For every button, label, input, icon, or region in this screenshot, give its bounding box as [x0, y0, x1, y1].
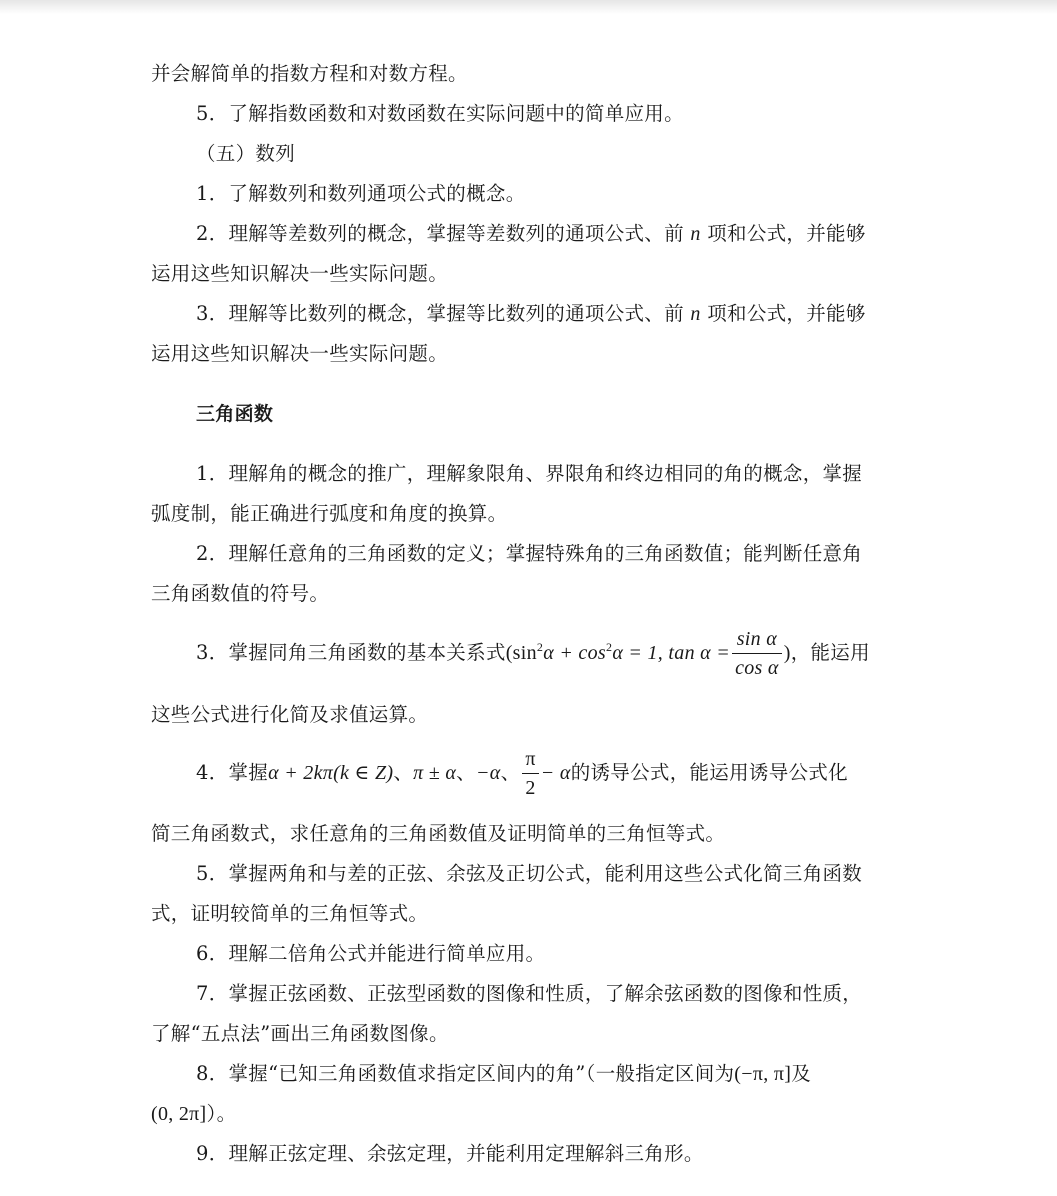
- separator: 、: [393, 761, 414, 784]
- paragraph-line: [196, 941, 545, 967]
- text: 了解“五点法”画出三角函数图像。: [151, 1022, 449, 1045]
- paragraph-line: [151, 501, 507, 527]
- text: 弧度制，能正确进行弧度和角度的换算。: [151, 502, 508, 525]
- formula-part: − α: [540, 762, 571, 784]
- text: 运用这些知识解决一些实际问题。: [151, 262, 449, 285]
- formula-part: ): [783, 642, 791, 664]
- math-var: n: [690, 223, 701, 245]
- paragraph-line: [151, 1021, 449, 1047]
- text: 4．掌握: [196, 761, 269, 784]
- paragraph-line: [151, 901, 428, 927]
- fraction: [522, 747, 538, 800]
- formula-part: (sin: [505, 642, 537, 664]
- paragraph-line: [151, 821, 725, 847]
- fraction-denominator: cos α: [735, 657, 779, 679]
- text: 运用这些知识解决一些实际问题。: [151, 342, 449, 365]
- text: 7．掌握正弦函数、正弦型函数的图像和性质，了解余弦函数的图像和性质，: [196, 982, 863, 1005]
- paragraph-line: [196, 101, 684, 127]
- section-subtitle: [196, 141, 295, 167]
- paragraph-line: [196, 461, 862, 487]
- formula-part: α + cos: [543, 642, 606, 664]
- paragraph-line-formula: [196, 625, 870, 681]
- text: ，能运用: [790, 641, 870, 664]
- fraction-denominator: 2: [525, 777, 536, 799]
- text: 2．理解等差数列的概念，掌握等差数列的通项公式、前: [196, 222, 684, 245]
- paragraph-line: [151, 581, 329, 607]
- paragraph-line-formula: [196, 745, 848, 801]
- fraction-numerator: π: [522, 747, 538, 774]
- text: 这些公式进行化简及求值运算。: [151, 703, 429, 726]
- text: 3．理解等比数列的概念，掌握等比数列的通项公式、前: [196, 302, 684, 325]
- text: 的诱导公式，能运用诱导公式化: [570, 761, 848, 784]
- paragraph-line: [196, 981, 862, 1007]
- formula-part: (0, 2π]: [151, 1103, 207, 1125]
- text: 2．理解任意角的三角函数的定义；掌握特殊角的三角函数值；能判断任意角: [196, 542, 863, 565]
- text: ）。: [206, 1102, 237, 1125]
- formula-part: α = 1, tan α =: [612, 642, 731, 664]
- formula-part: (−π, π]: [734, 1063, 792, 1085]
- text: 3．掌握同角三角函数的基本关系式: [196, 641, 506, 664]
- paragraph-line: [196, 1141, 704, 1167]
- text: 9．理解正弦定理、余弦定理，并能利用定理解斜三角形。: [196, 1142, 704, 1165]
- exponent: 2: [536, 640, 544, 654]
- text: 5．了解指数函数和对数函数在实际问题中的简单应用。: [196, 102, 684, 125]
- text: 三角函数: [196, 403, 274, 425]
- fraction: [732, 627, 782, 680]
- identity-formula: [506, 642, 730, 664]
- text: 及: [791, 1062, 812, 1085]
- paragraph-line: [196, 181, 526, 207]
- text: 1．了解数列和数列通项公式的概念。: [196, 182, 526, 205]
- paragraph-line: [196, 861, 862, 887]
- paragraph-line: [151, 341, 448, 367]
- paragraph-line: [151, 61, 468, 87]
- formula-part: −α: [475, 762, 501, 784]
- formula-part: α + 2kπ(k ∈ Z): [268, 762, 394, 784]
- text: 并会解简单的指数方程和对数方程。: [151, 62, 468, 85]
- paragraph-line: [196, 541, 862, 567]
- text: 5．掌握两角和与差的正弦、余弦及正切公式，能利用这些公式化简三角函数: [196, 862, 863, 885]
- separator: 、: [456, 761, 476, 784]
- paragraph-line: [196, 1061, 811, 1087]
- paragraph-line: [151, 1101, 236, 1127]
- paragraph-line: [151, 261, 448, 287]
- text: 项和公式，并能够: [707, 302, 866, 325]
- text: 8．掌握“已知三角函数值求指定区间内的角”（一般指定区间为: [196, 1062, 735, 1085]
- text: 简三角函数式，求任意角的三角函数值及证明简单的三角恒等式。: [151, 822, 726, 845]
- text: 1．理解角的概念的推广，理解象限角、界限角和终边相同的角的概念，掌握: [196, 462, 863, 485]
- formula-part: π ± α: [413, 762, 457, 784]
- paragraph-line: [196, 221, 866, 247]
- text: 三角函数值的符号。: [151, 582, 330, 605]
- text: 6．理解二倍角公式并能进行简单应用。: [196, 942, 546, 965]
- math-var: n: [690, 303, 701, 325]
- paragraph-line: [196, 301, 866, 327]
- exponent: 2: [606, 640, 613, 654]
- text: 式，证明较简单的三角恒等式。: [151, 902, 429, 925]
- section-heading: [196, 401, 273, 427]
- text: 项和公式，并能够: [707, 222, 866, 245]
- paragraph-line: [151, 702, 428, 728]
- text: （五）数列: [196, 142, 296, 165]
- separator: 、: [500, 761, 521, 784]
- fraction-numerator: sin α: [732, 627, 782, 654]
